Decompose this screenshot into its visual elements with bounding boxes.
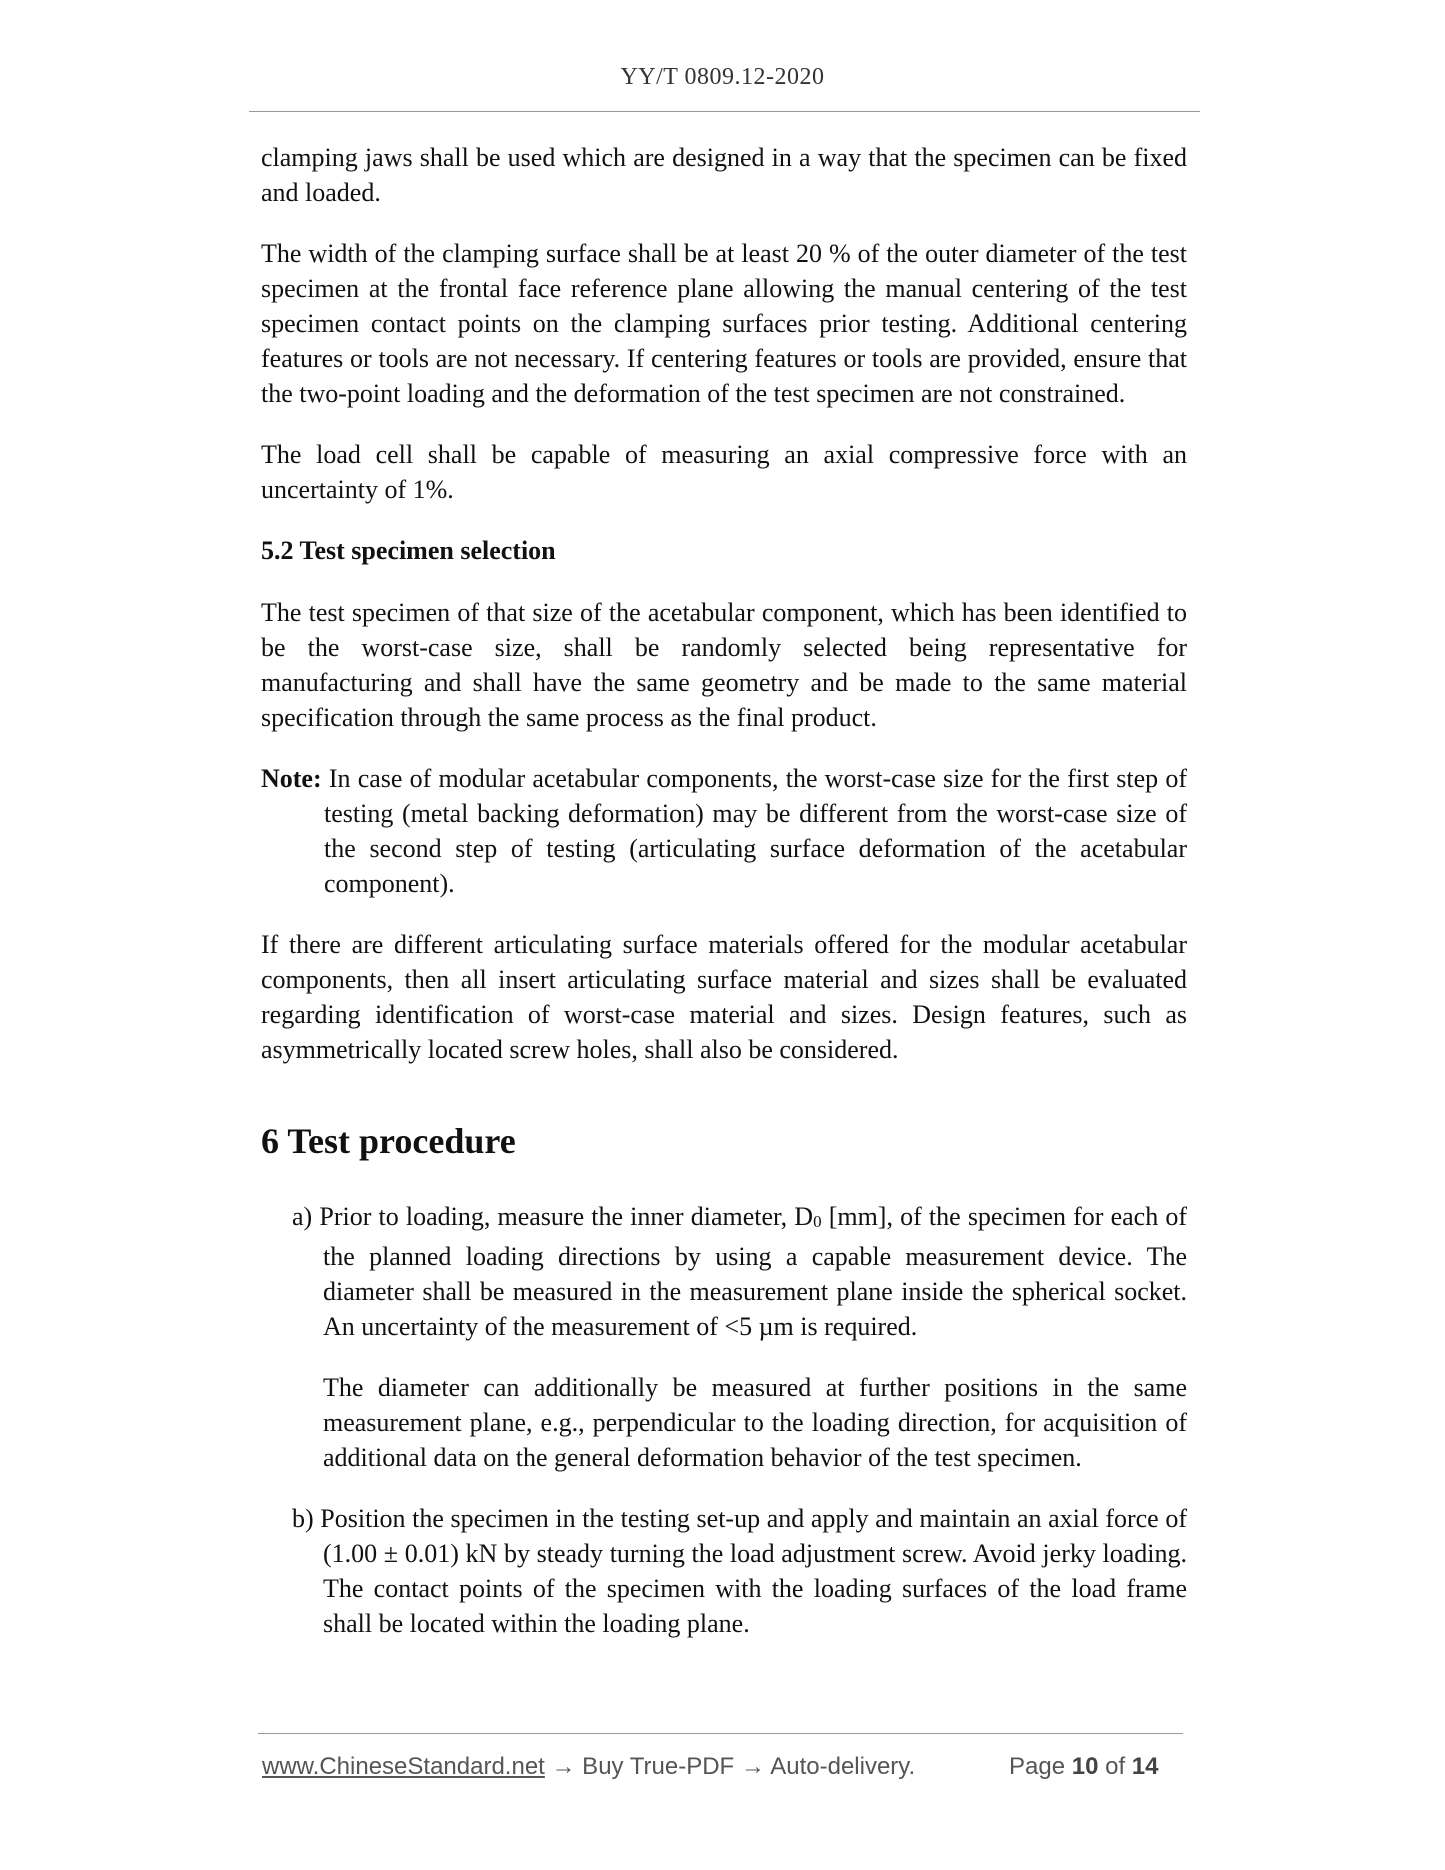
list-item-a [292, 1199, 1187, 1344]
total-pages: 14 [1131, 1753, 1159, 1780]
document-body [261, 140, 1187, 1667]
list-text: Prior to loading, measure the inner diameter, D [319, 1202, 814, 1231]
note-label: Note: [261, 764, 322, 793]
list-text: [mm], of the specimen for each of the planned loading directions by using a capable measurement device. The diameter shall be measured in the measurement plane inside the spherical socket. An uncertainty of the measurement of <5 µm is required. [323, 1202, 1188, 1341]
list-item-b [292, 1501, 1187, 1641]
paragraph: If there are different articulating surface materials offered for the modular acetabular components, then all insert articulating surface material and sizes shall be evaluated regarding identification of worst-case material and sizes. Design features, such as asymmetrically located screw holes, shall also be considered. [261, 930, 1187, 1064]
page-number: 10 [1071, 1753, 1099, 1780]
note [261, 761, 1187, 901]
page-label: Page [1009, 1753, 1066, 1780]
page-indicator [1009, 1753, 1159, 1781]
footer-divider [258, 1733, 1183, 1734]
of-label: of [1105, 1753, 1126, 1780]
subscript: 0 [813, 1212, 822, 1231]
promo-text: → Buy True-PDF → Auto-delivery. [544, 1753, 916, 1780]
list-item-a-continuation: The diameter can additionally be measured at further positions in the same measurement plane, e.g., perpendicular to the loading direction, for acquisition of additional data on the general deformation behavior of the test specimen. [323, 1373, 1187, 1472]
website-link[interactable]: www.ChineseStandard.net [262, 1753, 545, 1780]
paragraph: clamping jaws shall be used which are designed in a way that the specimen can be fixed and loaded. [261, 143, 1187, 207]
list-marker: a) [292, 1202, 313, 1231]
section-heading-5-2: 5.2 Test specimen selection [261, 536, 556, 565]
header-divider [249, 111, 1200, 112]
note-text: In case of modular acetabular components, the worst-case size for the first step of testing (metal backing deformation) may be different from the worst-case size of the second step of testing (articulating surface deformation of the acetabular component). [324, 764, 1187, 898]
page-footer [262, 1753, 1182, 1781]
document-header: YY/T 0809.12-2020 [620, 64, 825, 90]
list-text: Position the specimen in the testing set-up and apply and maintain an axial force of (1.00 ± 0.01) kN by steady turning the load adjustment screw. Avoid jerky loading. The contact points of the specimen with the loading surfaces of the load frame shall be located within the loading plane. [320, 1504, 1187, 1638]
section-heading-6: 6 Test procedure [261, 1121, 516, 1161]
paragraph: The test specimen of that size of the acetabular component, which has been identified to be the worst-case size, shall be randomly selected being representative for manufacturing and shall have the same geometry and be made to the same material specification through the same process as the final product. [261, 598, 1187, 732]
paragraph: The width of the clamping surface shall be at least 20 % of the outer diameter of the test specimen at the frontal face reference plane allowing the manual centering of the test specimen contact points on the clamping surfaces prior testing. Additional centering features or tools are not necessary. If centering features or tools are provided, ensure that the two-point loading and the deformation of the test specimen are not constrained. [261, 239, 1187, 408]
list-marker: b) [292, 1504, 314, 1533]
paragraph: The load cell shall be capable of measuring an axial compressive force with an uncertainty of 1%. [261, 440, 1187, 504]
